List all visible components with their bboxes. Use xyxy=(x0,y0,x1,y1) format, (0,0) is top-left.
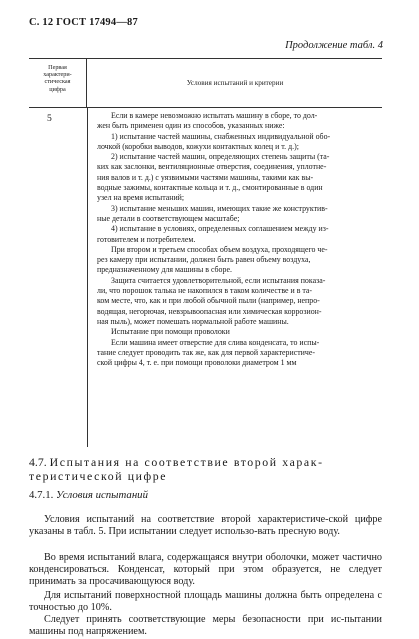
table-text-line: Если машина имеет отверстие для слива конденсата, то испы- xyxy=(111,337,320,347)
table-continuation-label: Продолжение табл. 4 xyxy=(285,40,383,51)
table-text-line: Если в камере невозможно испытать машину в сборе, то дол- xyxy=(111,111,318,120)
table-text-line: предназначенному для машины в сборе. xyxy=(97,265,232,275)
table-text-line: 3) испытание меньших машин, имеющих такие же конструктив- xyxy=(111,203,328,213)
column-header-code-line: стическая xyxy=(44,78,71,86)
table-text-line: ких как заслонки, вентиляционные отверстия, соединения, уплотне- xyxy=(97,162,327,172)
subsection-heading xyxy=(29,489,148,501)
table-text-line: 1) испытание частей машины, снабженных индивидуальной обо- xyxy=(111,131,331,141)
section-heading-line2: теристической цифре xyxy=(29,469,168,483)
table-text-line: ные детали в соответствующем масштабе; xyxy=(97,213,240,223)
subsection-title: Условия испытаний xyxy=(56,489,148,501)
table-text-line: ской цифры 4, т. е. при помощи проволоки диаметром 1 мм xyxy=(97,358,297,368)
section-heading-line1: Испытания на соответствие второй харак- xyxy=(49,455,324,469)
table-text-line: Защита считается удовлетворительной, если испытания показа- xyxy=(111,275,326,285)
paragraph-3: Для испытаний поверхностной площадь машины должна быть определена с точностью до 10%. xyxy=(29,590,382,613)
table-text-line: жен быть применен один из способов, указанных ниже: xyxy=(97,121,285,131)
paragraph-4: Следует принять соответствующие меры безопасности при ис-пытании машины под напряжением. xyxy=(29,614,382,637)
page-header: С. 12 ГОСТ 17494—87 xyxy=(29,17,138,28)
table-text-line: тание следует проводить так же, как для первой характеристиче- xyxy=(97,347,315,357)
table-text-line: узел на время испытаний; xyxy=(97,193,185,203)
column-header-code-line: цифра xyxy=(49,85,66,93)
section-number: 4.7. xyxy=(29,455,47,469)
table-header-row xyxy=(29,59,382,108)
column-header-code-line: характери- xyxy=(43,71,72,79)
table-text-line: ная пыль), может помешать нормальной работе машины. xyxy=(97,316,289,326)
subsection-number: 4.7.1. xyxy=(29,489,54,501)
table-text-line: водящая, негорючая, невзрывоопасная или химическая коррозион- xyxy=(97,306,322,316)
section-heading xyxy=(29,455,382,483)
paragraph-2: Во время испытаний влага, содержащаяся внутри оболочки, может частично конденсироваться. Конденсат, который при этом образуется, не следует принимать за просачивающуюся воду. xyxy=(29,552,382,587)
table-text-line: ния валов и т. д.) с уязвимыми частями машины, такими как вы- xyxy=(97,172,314,182)
table-text-line: 4) испытание в условиях, определенных соглашением между из- xyxy=(111,224,329,234)
table-conditions-cell xyxy=(97,111,409,368)
table-text-line: рез камеру при испытании, должен быть равен объему воздуха, xyxy=(97,255,311,265)
column-header-conditions: Условия испытаний и критерии xyxy=(186,79,284,87)
table-text-line: готовителем и потребителем. xyxy=(97,234,196,244)
table-text-line: ли, что порошок талька не накопился в таком количестве и в та- xyxy=(97,286,313,296)
table-text-line: водные зажимы, контактные кольца и т. д., смонтированные в один xyxy=(97,183,323,193)
table-4 xyxy=(29,58,382,447)
paragraph-1: Условия испытаний на соответствие второй характеристиче-ской цифре указаны в табл. 5. При испытании следует использо-вать пресную воду. xyxy=(29,514,382,537)
column-header-code-line: Первая xyxy=(48,64,67,71)
table-text-line: ком месте, что, как и при любой обычной пыли (например, непро- xyxy=(97,296,320,306)
table-code-cell xyxy=(29,107,88,447)
table-text-line: лочкой (коробки выводов, кожухи контактных колец и т. д.); xyxy=(97,141,299,151)
table-text-line: 2) испытание частей машин, определяющих степень защиты (та- xyxy=(111,152,330,162)
column-header-code xyxy=(29,59,87,107)
table-text-line: При втором и третьем способах объем воздуха, проходящего че- xyxy=(111,244,328,254)
characteristic-digit: 5 xyxy=(47,113,52,124)
table-text-line: Испытание при помощи проволоки xyxy=(111,327,230,337)
